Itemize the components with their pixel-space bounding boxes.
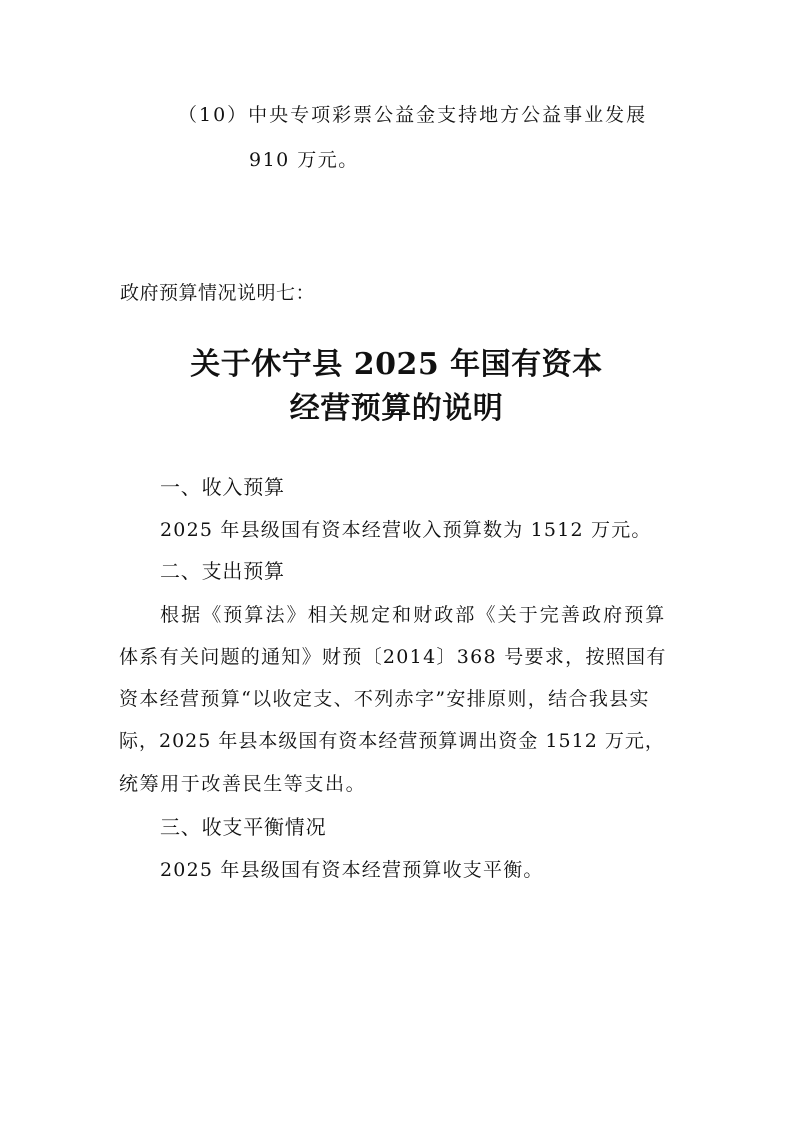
expenditure-paragraph-line: 统筹用于改善民生等支出。 [119,773,367,795]
expenditure-paragraph-line: 资本经营预算“以收定支、不列赤字”安排原则，结合我县实 [119,688,650,710]
expenditure-paragraph-line: 际，2025 年县本级国有资本经营预算调出资金 1512 万元， [119,730,665,752]
budget-item-10-line1: （10）中央专项彩票公益金支持地方公益事业发展 [178,104,648,126]
document-title-line1: 关于休宁县 2025 年国有资本 [190,347,603,382]
balance-text: 2025 年县级国有资本经营预算收支平衡。 [160,859,544,881]
section-label: 政府预算情况说明七： [120,282,316,304]
document-title-line2: 经营预算的说明 [289,391,504,426]
balance-heading: 三、收支平衡情况 [160,815,327,839]
expenditure-paragraph-line: 根据《预算法》相关规定和财政部《关于完善政府预算 [160,604,667,626]
budget-item-10-line2: 910 万元。 [249,149,359,171]
revenue-text: 2025 年县级国有资本经营收入预算数为 1512 万元。 [160,519,652,541]
revenue-heading: 一、收入预算 [160,475,285,499]
expenditure-heading: 二、支出预算 [160,559,285,583]
expenditure-paragraph-line: 体系有关问题的通知》财预〔2014〕368 号要求，按照国有 [119,646,667,668]
